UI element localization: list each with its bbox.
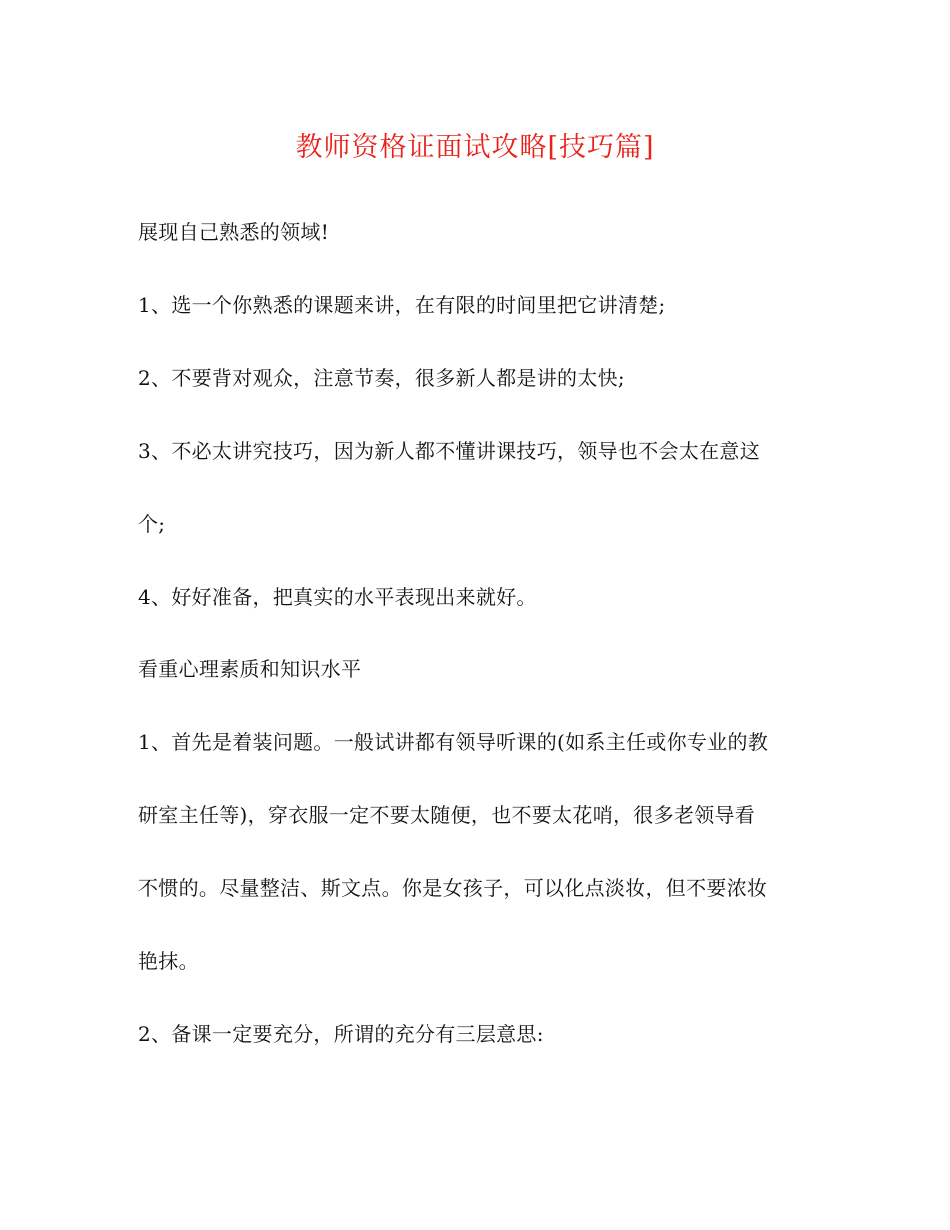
body-line: 2、不要背对观众，注意节奏，很多新人都是讲的太快;: [138, 366, 625, 390]
body-line: 1、选一个你熟悉的课题来讲，在有限的时间里把它讲清楚;: [138, 293, 666, 317]
body-line: 2、备课一定要充分，所谓的充分有三层意思:: [138, 1022, 544, 1046]
document-title: 教师资格证面试攻略[技巧篇]: [295, 132, 655, 163]
body-line: 不惯的。尽量整洁、斯文点。你是女孩子，可以化点淡妆，但不要浓妆: [138, 876, 768, 900]
body-line: 个;: [138, 512, 166, 536]
body-line: 1、首先是着装问题。一般试讲都有领导听课的(如系主任或你专业的教: [138, 730, 769, 754]
body-line: 3、不必太讲究技巧，因为新人都不懂讲课技巧，领导也不会太在意这: [138, 439, 761, 463]
section-heading-familiar-field: 展现自己熟悉的领域!: [138, 220, 330, 244]
section-heading-psychology-knowledge: 看重心理素质和知识水平: [138, 657, 362, 681]
body-line: 研室主任等)，穿衣服一定不要太随便，也不要太花哨，很多老领导看: [138, 803, 756, 827]
body-line: 4、好好准备，把真实的水平表现出来就好。: [138, 585, 537, 609]
body-line: 艳抹。: [138, 949, 199, 973]
